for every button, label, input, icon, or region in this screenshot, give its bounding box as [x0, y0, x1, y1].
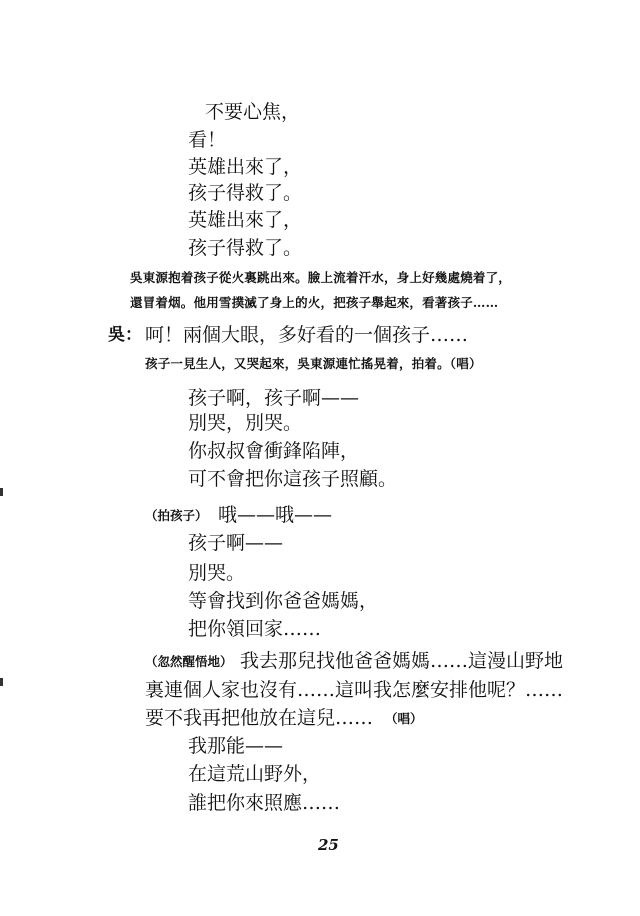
verse-line: 孩子啊，孩子啊——: [188, 387, 360, 409]
speaker-label: 吳：: [108, 325, 142, 345]
scan-edge-mark: [0, 678, 3, 686]
verse-line: 在這荒山野外，: [188, 763, 322, 785]
stage-direction: （唱）: [385, 711, 423, 726]
dialogue-line: 我去那兒找他爸爸媽媽……這漫山野地: [240, 650, 564, 672]
stage-direction: 吳東源抱着孩子從火裏跳出來。臉上流着汗水，身上好幾處燒着了，: [130, 270, 512, 285]
verse-line: 哦——哦——: [218, 504, 333, 526]
scan-edge-mark: [0, 488, 3, 496]
verse-line: 孩子啊——: [188, 532, 284, 554]
page-number: 25: [318, 836, 339, 854]
stage-direction: 孩子一見生人，又哭起來，吳東源連忙搖晃着，拍着。（唱）: [145, 356, 482, 371]
dialogue-line: 裏連個人家也沒有……這叫我怎麼安排他呢？……: [145, 679, 564, 701]
verse-line: 等會找到你爸爸媽媽，: [188, 590, 379, 612]
verse-line: 我那能——: [188, 735, 284, 757]
verse-line: 英雄出來了，: [188, 156, 303, 178]
stage-direction: （忽然醒悟地）: [145, 654, 233, 669]
verse-line: 看！: [188, 129, 227, 151]
verse-line: 別哭。: [188, 562, 246, 584]
verse-line: 不要心焦，: [205, 101, 301, 123]
dialogue-line: 要不我再把他放在這兒……: [145, 707, 374, 729]
verse-line: 把你領回家……: [188, 618, 322, 640]
verse-line: 你叔叔會衝鋒陷陣，: [188, 440, 360, 462]
stage-direction: （拍孩子）: [145, 508, 208, 523]
verse-line: 誰把你來照應……: [188, 792, 341, 814]
verse-line: 英雄出來了，: [188, 209, 303, 231]
verse-line: 可不會把你這孩子照顧。: [188, 468, 398, 490]
dialogue-line: 呵！兩個大眼，多好看的一個孩子……: [145, 324, 469, 346]
verse-line: 孩子得救了。: [188, 182, 303, 204]
verse-line: 別哭，別哭。: [188, 412, 303, 434]
verse-line: 孩子得救了。: [188, 237, 303, 259]
stage-direction: 還冒着烟。他用雪撲滅了身上的火，把孩子舉起來，看著孩子……: [130, 295, 499, 310]
